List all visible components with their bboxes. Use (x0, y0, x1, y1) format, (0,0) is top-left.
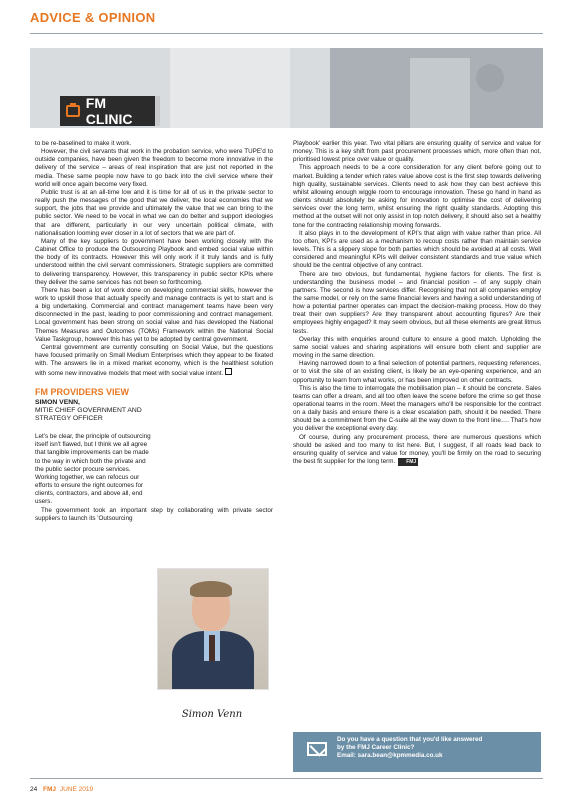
portrait-tie (209, 635, 215, 661)
fmj-end-tag: FMJ (398, 458, 418, 466)
end-mark-icon (225, 368, 232, 375)
paragraph: It also plays in to the development of KPI's that align with value rather than price. All too often, KPI's are used as a mechanism to recoup costs rather than maintain service levels. This is a slippery slope for both parties which should be avoided at all costs. Well considered and meaningful KPIs will deliver consistent standards and true value which should be the central objective of any contract. (293, 229, 541, 270)
paragraph (293, 434, 541, 467)
callout-email[interactable]: Email: sara.bean@kpmmedia.co.uk (337, 752, 443, 760)
left-column (35, 140, 273, 523)
paragraph: Playbook' earlier this year. Two vital pillars are ensuring quality of service and value for money. This is a key shift from past procurement processes which, more often than not, prioritised lowest price over value or quality. (293, 140, 541, 164)
top-divider (30, 33, 543, 34)
issue-date: JUNE 2019 (59, 786, 94, 793)
paragraph: There has been a lot of work done on developing commercial skills, however the work to upskill those that actually specify and manage contracts is yet to start and is a big undertaking. Commercial and contract management teams have been very disconnected in the past, leading to poor commissioning and contract management. Local government has been strong on social value and has developed the National Themes Measures and Outcomes (TOMs) Framework within the National Social Value Taskgroup, however this has yet to be adopted by central government. (35, 286, 273, 343)
providers-view-body (35, 433, 153, 506)
paragraph-text: Of course, during any procurement process, there are numerous questions which should be asked and too many to list here. But, I suggest, if all roads lead back to ensuring quality of service and value for money, you'll be firmly on the road to securing the best fit supplier for the long term. (293, 433, 541, 466)
right-column (293, 140, 541, 466)
paragraph: Many of the key suppliers to government have been working closely with the Cabinet Office to produce the Outsourcing Playbook and embed social value within the body of its contracts. However this will only work if it truly lands and is fully understood within the civil servant commissioners. Strategic suppliers are committed to delivering transparency. However, this transparency in public sector KPIs where they deliver the same services has not been so forthcoming. (35, 237, 273, 286)
author-title: MITIE CHIEF GOVERNMENT AND STRATEGY OFFICER (35, 406, 142, 422)
bottom-divider (30, 778, 543, 779)
paragraph: This is also the time to interrogate the mobilisation plan – it should be concrete. Sales teams can offer a dream, and all too often leave the scene before the crime so get those operational teams in the room. Meet the managers who'll be responsible for the contract on a daily basis and ensure there is a clear escalation path, should it be needed. There should be a commitment from the C-suite all the way down to the front line…. That's how you deliver the exceptional every day. (293, 384, 541, 433)
paragraph: The government took an important step by collaborating with private sector suppliers to launch its 'Outsourcing (35, 506, 273, 522)
paragraph: This approach needs to be a core consideration for any client before going out to market. Building a tender which rates value above cost is the first step towards delivering high quality, sustainable services. Clients need to ask how they can best achieve this whilst allowing enough wiggle room to encourage innovation. These go hand in hand as clients should absolutely be asking for innovation to optimise the cost of delivering services over the long term, whilst ensuring the right quality standards. Adopting this method at the outset will not only assist in top notch delivery, it should also set a healthy tone for the contracting relationship moving forwards. (293, 164, 541, 229)
envelope-icon (307, 742, 327, 756)
paragraph: Let's be clear, the principle of outsourcing itself isn't flawed, but I think we all agree that tangible improvements can be made to the way in which both the private and the public sector procure services. Working together, we can refocus our efforts to ensure the right outcomes for clients, contractors, and above all, end users. (35, 433, 151, 506)
author-signature: Simon Venn (157, 706, 267, 724)
portrait-hair (190, 581, 232, 597)
paragraph-text: Central government are currently consulting on Social Value, but the questions have focused primarily on Small Medium Enterprises which they appear to be fixated with. The answers lie in a mixed market economy, which is the healthiest solution with some new innovative models that meet with social value intent. (35, 343, 273, 378)
paragraph: to be re-baselined to make it work. (35, 140, 132, 147)
page-footer (30, 786, 93, 793)
section-label: ADVICE & OPINION (30, 10, 156, 25)
author-portrait (157, 568, 269, 690)
question-callout (293, 732, 541, 772)
callout-line-1: Do you have a question that you'd like answered (337, 736, 483, 743)
paragraph: Having narrowed down to a final selection of potential partners, requesting references, or to visit the site of an existing client, is likely be an eye-opening experience, and an opportunity to learn from what works, or has been improved on other contracts. (293, 360, 541, 384)
page-number: 24 (30, 786, 38, 793)
providers-view-heading: FM PROVIDERS VIEW (35, 386, 130, 397)
paragraph (35, 344, 273, 379)
magazine-name: FMJ (43, 786, 57, 793)
author-name: SIMON VENN, (35, 398, 80, 406)
banner-title: FM CLINIC (85, 95, 133, 127)
clinic-banner (60, 96, 160, 126)
paragraph: However, the civil servants that work in the probation service, who were TUPE'd to outside companies, have been given the freedom to become more innovative in the delivery of the service – areas of real inspiration that are just not reported in the media. These same people now have to go back into the civil service where their world will once again become very fixed. (35, 148, 273, 188)
callout-line-2: by the FMJ Career Clinic? (337, 744, 415, 752)
header-photo (30, 48, 543, 128)
paragraph: Overlay this with enquiries around culture to ensure a good match. Upholding the same social values and sharing aspirations will ensure both client and supplier are moving in the same direction. (293, 335, 541, 360)
paragraph: Public trust is at an all-time low and it is time for all of us in the private sector to really push the messages of the good that we deliver, the local economies that we support, the jobs that we provide and ultimately the value that we can bring to the public sector. We need to be vocal in what we can do better and support ideologies that are different, particularly in our very uncertain political climate, with nationalisation looming ever closer in a lot of sectors that we are part of. (35, 188, 273, 237)
paragraph: There are two obvious, but fundamental, hygiene factors for clients. The first is understanding the business model – and financial position – of any supply chain partners. The second is how services differ. Recognising that not all companies employ the same model, or rely on the same financial levers and having a solid understanding of how a potential partner operates can impact the decision-making process. How do they treat their own suppliers? Are they transparent about accounting figures? Are their employees highly engaged? It may seem obvious, but all these elements are great litmus tests. (293, 270, 541, 335)
briefcase-icon (66, 105, 80, 117)
